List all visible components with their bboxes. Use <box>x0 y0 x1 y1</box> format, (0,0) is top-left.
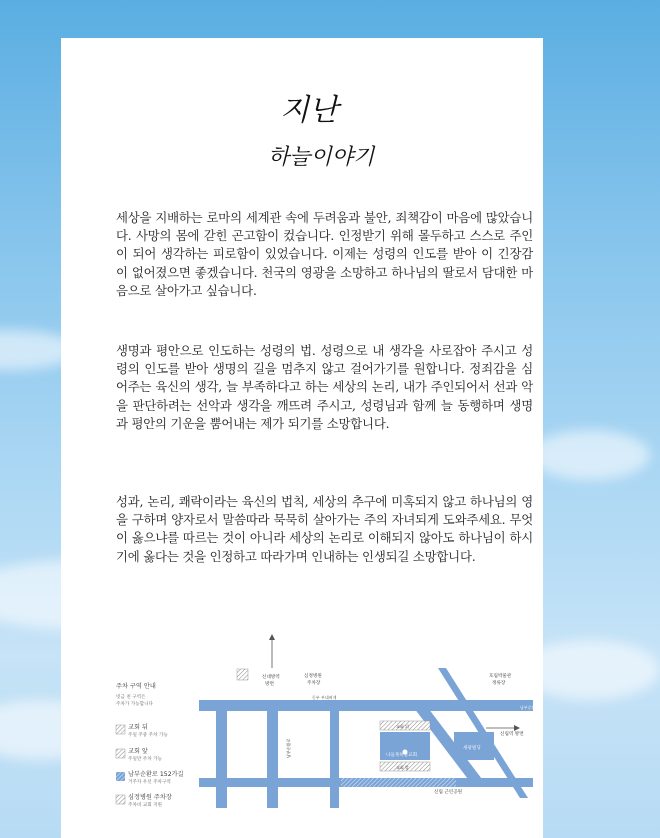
road-vertical-3 <box>330 700 339 808</box>
arrow-up-head <box>269 634 275 640</box>
legend-item-1-title: 교회 뒤 <box>128 724 148 731</box>
legend-item-3-desc: 거주자 우선 주차구역 <box>128 780 171 785</box>
label-church-back: 교회 뒤 <box>396 724 409 729</box>
label-park: 신림 근린공원 <box>434 790 463 795</box>
document-page <box>61 38 543 838</box>
arrow-right-head <box>514 725 520 731</box>
label-sillim: 신림역 방면 <box>500 732 524 737</box>
legend-swatch-alley <box>116 772 125 781</box>
label-sindaebang: 신대방역 <box>262 675 280 680</box>
road-vertical-2 <box>267 700 278 808</box>
paragraph-3: 성과, 논리, 쾌락이라는 육신의 법칙, 세상의 추구에 미혹되지 않고 하나님의 영을 구하며 양자로서 말씀따라 묵묵히 살아가는 주의 자녀되게 도와주세요. 무엇이 옳으냐를 따르는 것이 아니라 세상의 논리로 이해되지 않아도 하나님이 하시기에 옳다는 것을 인정하고 따라가며 인내하는 인생되길 소망합니다. <box>116 494 533 564</box>
paragraph-1: 세상을 지배하는 로마의 세계관 속에 두려움과 불안, 죄책감이 마음에 많았습니다. 사망의 몸에 갇힌 곤고함이 컸습니다. 인정받기 위해 몰두하고 스스로 주인이 되어 생각하는 피로함이 있었습니다. 이제는 성령의 인도를 받아 이 긴장감이 없어졌으면 좋겠습니다. 천국의 영광을 소망하고 하나님의 딸로서 담대한 마음으로 살아가고 싶습니다. <box>116 210 533 298</box>
legend-subtitle-2: 주차가 가능합니다 <box>116 702 153 707</box>
legend-item-2-title: 교회 앞 <box>128 748 148 755</box>
label-office: 세광빌딩 <box>463 746 481 751</box>
hospital-lot <box>237 669 248 680</box>
legend-item-4-title: 심정병원 주차장 <box>128 794 172 801</box>
legend-item-2-desc: 주일만 주차 가능 <box>128 757 162 762</box>
map-legend <box>116 682 184 808</box>
logo-line2: 하늘이야기 <box>268 145 375 170</box>
logo-line1: 지난 <box>280 93 338 128</box>
label-road: 남부순환로 <box>520 705 540 710</box>
label-museum-1: 호림박물관 <box>489 674 512 679</box>
alley-parking <box>341 778 456 787</box>
label-busstop: 동부 부대찌개 <box>312 695 337 700</box>
label-sindaebang-dir: 방면 <box>265 682 274 687</box>
parking-map <box>116 628 540 808</box>
legend-swatch-front <box>116 749 125 758</box>
label-hospital-lot: 주차장 <box>307 681 321 686</box>
label-church: 나들목하늘교회 <box>386 753 418 758</box>
legend-item-1-desc: 주일 주중 주차 가능 <box>128 733 168 738</box>
label-hospital: 심정병원 <box>304 674 322 679</box>
legend-swatch-back <box>116 725 125 734</box>
title-logo <box>266 80 396 176</box>
road-horizontal-top <box>199 700 533 711</box>
paragraph-2: 생명과 평안으로 인도하는 성령의 법. 성령으로 내 생각을 사로잡아 주시고 성령의 인도를 받아 생명의 길을 멈추지 않고 걸어가기를 원합니다. 정죄감을 심어주는 육신의 생각, 늘 부족하다고 하는 세상의 논리, 내가 주인되어서 선과 악을 판단하려는 선악과 생각을 깨뜨려 주시고, 성령님과 함께 늘 동행하며 생명과 평안의 기운을 뿜어내는 제가 되기를 소망합니다. <box>116 343 533 431</box>
label-alley: 남부순환로 <box>286 738 291 758</box>
road-vertical-1 <box>216 700 227 808</box>
legend-subtitle-1: 빗금 친 구역은 <box>116 695 146 700</box>
label-museum-2: 정류장 <box>492 681 506 686</box>
legend-item-4-desc: 주차비 교회 지원 <box>128 803 162 808</box>
legend-swatch-hospital <box>116 795 125 804</box>
legend-item-3-title: 남부순환로 152가길 <box>128 771 184 778</box>
label-church-front: 교회 앞 <box>396 765 409 770</box>
legend-title: 주차 구역 안내 <box>116 683 156 690</box>
